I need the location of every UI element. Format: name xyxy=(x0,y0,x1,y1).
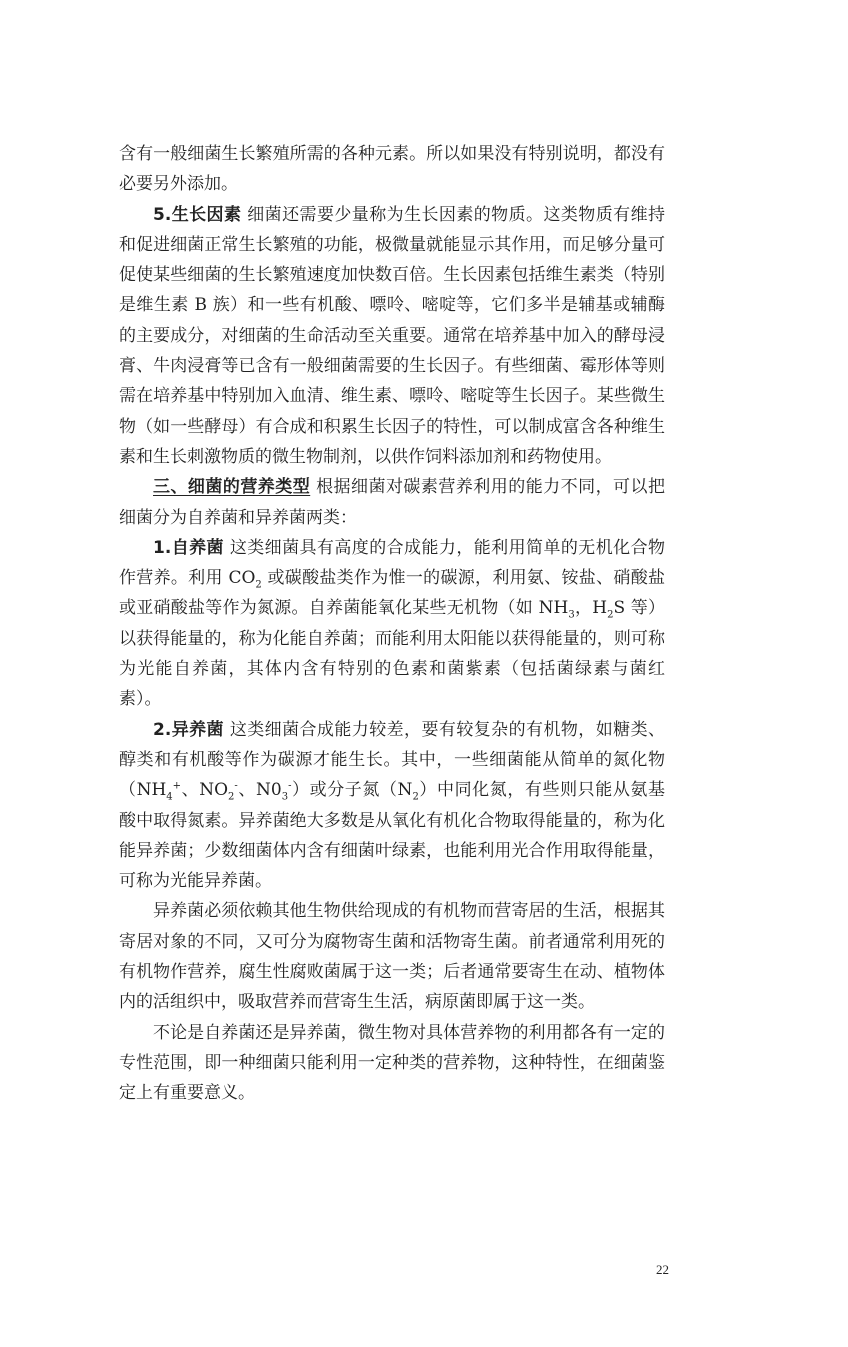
text-run: 这类细菌具有高度的合成能力，能利用简单的无机化合物作营养。利用 CO xyxy=(119,537,665,589)
superscript: - xyxy=(288,780,292,792)
paragraph-specificity: 不论是自养菌还是异养菌，微生物对具体营养物的利用都各有一定的专性范围，即一种细菌只能利用一定种类的营养物，这种特性，在细菌鉴定上有重要意义。 xyxy=(119,1022,665,1104)
paragraph-continuation: 含有一般细菌生长繁殖所需的各种元素。所以如果没有特别说明，都没有必要另外添加。 xyxy=(119,144,665,195)
paragraph-text: 细菌还需要少量称为生长因素的物质。这类物质有维持和促进细菌正常生长繁殖的功能，极微量就能显示其作用，而足够分量可促使某些细菌的生长繁殖速度加快数百倍。生长因素包括维生素类（特别是维生素 B 族）和一些有机酸、嘌呤、嘧啶等，它们多半是辅基或辅酶的主要成分，对细菌的生命活动至关重要。通常在培养基中加入的酵母浸膏、牛肉浸膏等已含有一般细菌需要的生长因子。有些细菌、霉形体等则需在培养基中特别加入血清、维生素、嘌呤、嘧啶等生长因子。某些微生物（如一些酵母）有合成和积累生长因子的特性，可以制成富含各种维生素和生长刺激物质的微生物制剂，以供作饲料添加剂和药物使用。 xyxy=(119,204,666,467)
text-run: 这类细菌合成能力较差，要有较复杂的有机物，如糖类、醇类和有机酸等作为碳源才能生长。其中，一些细菌能从简单的氮化物（NH xyxy=(119,719,665,801)
superscript: - xyxy=(234,780,238,792)
section-heading-autotrophs: 1.自养菌 xyxy=(153,537,224,558)
paragraph-text: 根据细菌对碳素营养利用的能力不同，可以把细菌分为自养菌和异养菌两类： xyxy=(119,477,665,528)
paragraph-autotrophs xyxy=(119,533,665,715)
text-run: 、NO xyxy=(181,780,229,801)
subscript: 3 xyxy=(568,609,575,621)
paragraph-heterotrophs xyxy=(119,715,665,897)
text-run: 、N0 xyxy=(237,780,282,801)
paragraph-nutrition-types xyxy=(119,472,665,533)
text-run: ，H xyxy=(574,598,608,619)
page-number: 22 xyxy=(656,1262,669,1277)
subscript: 2 xyxy=(255,579,262,591)
text-run: S 等）以获得能量的，称为化能自养菌；而能利用太阳能以获得能量的，则可称为光能自养菌，其体内含有特别的色素和菌紫素（包括菌绿素与菌红素）。 xyxy=(119,598,665,710)
subscript: 2 xyxy=(412,791,419,803)
text-run: 或碳酸盐类作为惟一的碳源，利用氨、铵盐、硝酸盐或亚硝酸盐等作为氮源。自养菌能氧化某些无机物（如 NH xyxy=(119,568,665,619)
subscript: 4 xyxy=(166,791,173,803)
text-run: ）或分子氮（N xyxy=(291,780,413,801)
section-heading-growth-factors: 5.生长因素 xyxy=(153,204,242,225)
document-body xyxy=(119,139,665,1109)
subscript: 3 xyxy=(281,791,289,803)
superscript: + xyxy=(172,780,182,792)
section-heading-heterotrophs: 2.异养菌 xyxy=(153,719,224,740)
subscript: 2 xyxy=(228,791,235,803)
text-run: ）中同化氮，有些则只能从氨基酸中取得氮素。异养菌绝大多数是从氧化有机化合物取得能量的，称为化能异养菌；少数细菌体内含有细菌叶绿素，也能利用光合作用取得能量，可称为光能异养菌。 xyxy=(119,780,666,892)
paragraph-parasitism: 异养菌必须依赖其他生物供给现成的有机物而营寄居的生活，根据其寄居对象的不同，又可分为腐物寄生菌和活物寄生菌。前者通常利用死的有机物作营养，腐生性腐败菌属于这一类；后者通常要寄生在动、植物体内的活组织中，吸取营养而营寄生生活，病原菌即属于这一类。 xyxy=(119,901,665,1013)
subscript: 2 xyxy=(607,609,614,621)
paragraph-growth-factors xyxy=(119,200,665,473)
section-heading-nutrition-types: 三、细菌的营养类型 xyxy=(153,477,311,498)
